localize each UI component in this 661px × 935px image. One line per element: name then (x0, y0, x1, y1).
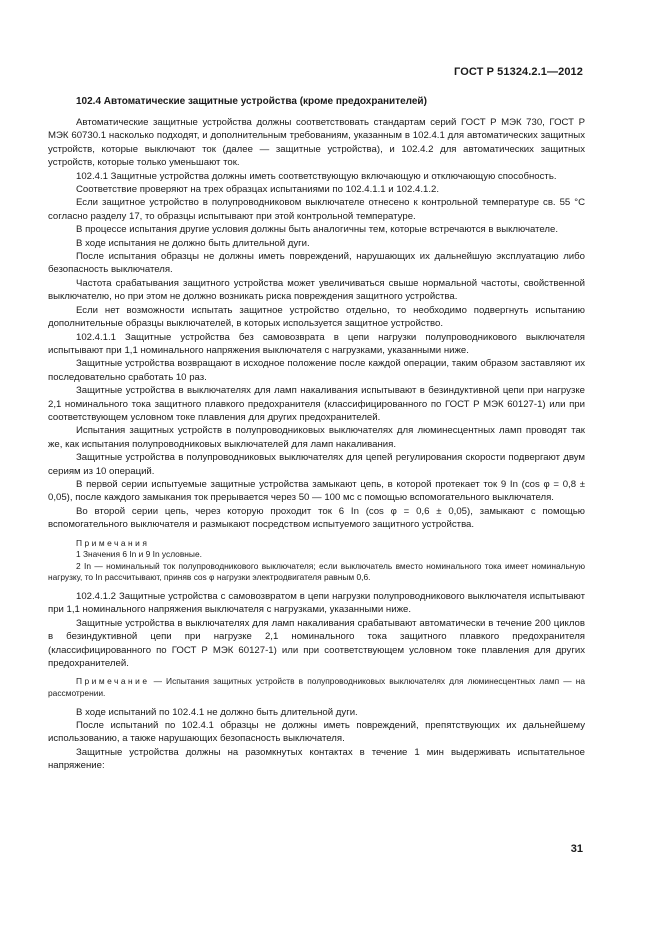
paragraph: 102.4.1.2 Защитные устройства с самовозвратом в цепи нагрузки полупроводникового выключателя испытывают при 1,1 номинального напряжения выключателя с нагрузками, указанными ниже. (48, 590, 585, 616)
note-item: 2 In — номинальный ток полупроводникового выключателя; если выключатель вместо номинального тока имеет номинальную нагрузку, то In рассчитывают, приняв cos φ нагрузки электродвигателя равным 0,6. (48, 560, 585, 583)
paragraph: 102.4.1.1 Защитные устройства без самовозврата в цепи нагрузки полупроводникового выключателя испытывают при 1,1 номинального напряжения выключателя с нагрузками, указанными ниже. (48, 331, 585, 356)
notes-heading: Примечания (76, 537, 150, 548)
page-body (48, 94, 585, 773)
paragraph: Соответствие проверяют на трех образцах испытаниями по 102.4.1.1 и 102.4.1.2. (76, 184, 439, 196)
paragraph: После испытаний по 102.4.1 образцы не должны иметь повреждений, препятствующих их дальнейшему использованию, а также нарушающих безопасность выключателя. (48, 720, 585, 745)
notes-block (48, 538, 585, 584)
paragraph: Частота срабатывания защитного устройства может увеличиваться свыше нормальной частоты, свойственной выключателю, но при этом не должно возникать риска повреждения защитного устройства. (48, 277, 585, 303)
paragraph: 102.4.1 Защитные устройства должны иметь соответствующую включающую и отключающую способность. (76, 170, 557, 182)
paragraph: В процессе испытания другие условия должны быть аналогичны тем, которые встречаются в выключателе. (76, 224, 559, 236)
paragraph: Защитные устройства возвращают в исходное положение после каждой операции, таким образом заставляют их последовательно сработать 10 раз. (48, 358, 585, 383)
page-number: 31 (570, 843, 583, 855)
note-item (48, 676, 585, 699)
note-block (48, 676, 585, 699)
paragraph: Если защитное устройство в полупроводниковом выключателе отнесено к контрольной температуре св. 55 °С согласно разделу 17, то образцы испытывают при этой контрольной температуре. (48, 197, 585, 222)
paragraph: Автоматические защитные устройства должны соответствовать стандартам серий ГОСТ Р МЭК 730, ГОСТ Р МЭК 60730.1 насколько подходят, и дополнительным требованиям, указанным в 102.4.1 для автоматических защитных устройств, которые выключают ток (далее — защитные устройства), и 102.4.2 для автоматических защитных устройств, которые только уменьшают ток. (48, 117, 585, 169)
paragraph: Испытания защитных устройств в полупроводниковых выключателях для люминесцентных ламп проводят так же, как испытания полупроводниковых выключателей для ламп накаливания. (48, 425, 585, 450)
paragraph: Если нет возможности испытать защитное устройство отдельно, то необходимо подвергнуть испытанию дополнительные образцы выключателей, в которых используется защитное устройство. (48, 304, 585, 330)
paragraph: В ходе испытания не должно быть длительной дуги. (76, 237, 310, 249)
paragraph: Защитные устройства в выключателях для ламп накаливания испытывают в безиндуктивной цепи при нагрузке 2,1 номинального тока защитного плавкого предохранителя (классифицированного по ГОСТ Р МЭК 60127-1) или при соответствующем условном токе плавления для других предохранителей. (48, 385, 585, 423)
paragraph: После испытания образцы не должны иметь повреждений, нарушающих их дальнейшую эксплуатацию либо безопасность выключателя. (48, 251, 585, 276)
paragraph: Защитные устройства должны на разомкнутых контактах в течение 1 мин выдерживать испытательное напряжение: (48, 746, 585, 772)
paragraph: В первой серии испытуемые защитные устройства замыкают цепь, в которой протекает ток 9 In (cos φ = 0,8 ± 0,05), после каждого замыкания ток прерывается через 50 — 100 мс с помощью вспомогательного выключателя. (48, 478, 585, 504)
note-heading: Примечание (76, 676, 150, 687)
section-title: 102.4 Автоматические защитные устройства (кроме предохранителей) (76, 96, 427, 107)
document-header: ГОСТ Р 51324.2.1—2012 (454, 66, 583, 78)
paragraph: В ходе испытаний по 102.4.1 не должно быть длительной дуги. (76, 706, 358, 718)
note-text: — Испытания защитных устройств в полупроводниковых выключателях для люминесцентных ламп — на рассмотрении. (48, 676, 585, 698)
note-item: 1 Значения 6 In и 9 In условные. (76, 549, 202, 560)
paragraph: Защитные устройства в полупроводниковых выключателях для цепей регулирования скорости подвергают двум сериям из 10 операций. (48, 452, 585, 477)
paragraph: Защитные устройства в выключателях для ламп накаливания срабатывают автоматически в течение 200 циклов в безиндуктивной цепи при нагрузке 2,1 номинального тока защитного плавкого предохранителя (классифицированного по ГОСТ Р МЭК 60127-1) или при соответствующем условном токе плавления для других предохранителей. (48, 617, 585, 669)
paragraph: Во второй серии цепь, через которую проходит ток 6 In (cos φ = 0,6 ± 0,05), замыкают с помощью вспомогательного выключателя и размыкают посредством испытуемого защитного устройства. (48, 505, 585, 531)
